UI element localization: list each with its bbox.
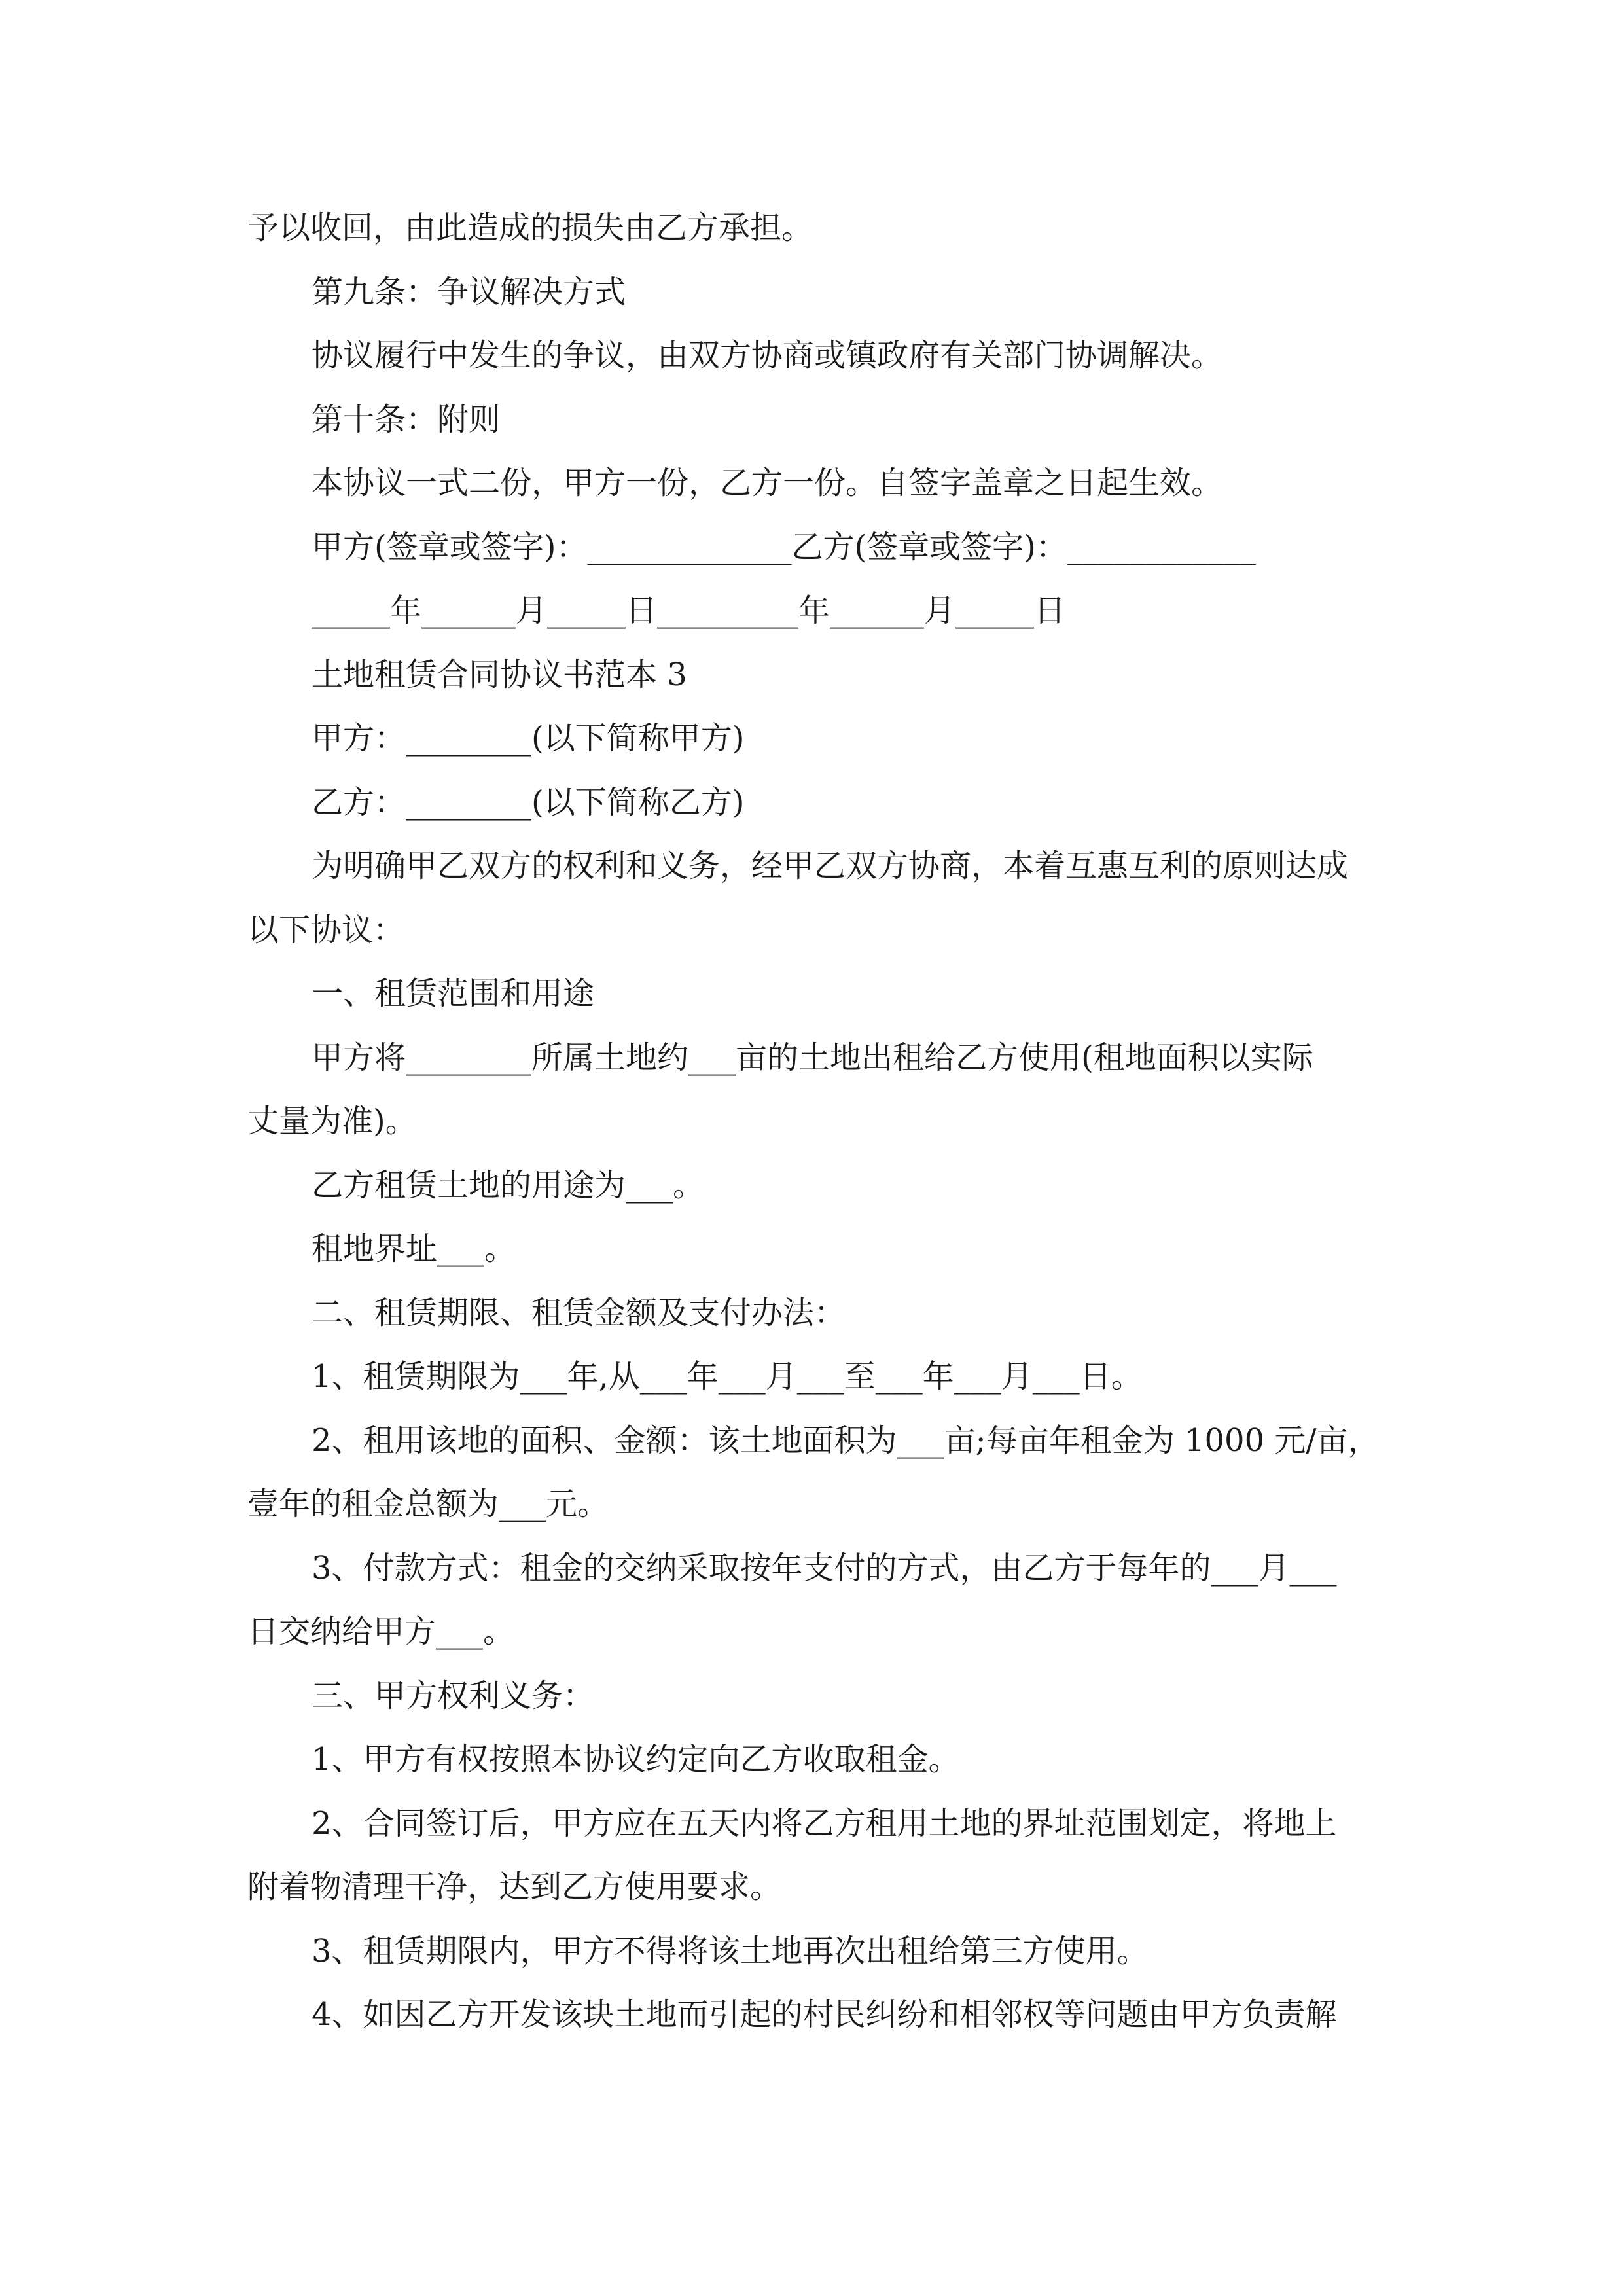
text-line: 日交纳给甲方___。 [247,1613,515,1650]
text-line: 租地界址___。 [312,1230,516,1267]
text-line: 壹年的租金总额为___元。 [247,1486,609,1522]
text-line: 三、甲方权利义务： [312,1677,595,1714]
text-line: 3、付款方式：租金的交纳采取按年支付的方式，由乙方于每年的___月___ [312,1549,1337,1587]
text-line: 甲方(签章或签字)：_____________乙方(签章或签字)：____________ [312,528,1256,565]
text-line: 3、租赁期限内，甲方不得将该土地再次出租给第三方使用。 [312,1932,1149,1969]
text-line: 以下协议： [247,911,405,948]
text-line: 二、租赁期限、租赁金额及支付办法： [312,1294,846,1331]
text-line: 甲方：________(以下简称甲方) [312,720,745,757]
text-line: 4、如因乙方开发该块土地而引起的村民纠纷和相邻权等问题由甲方负责解 [312,1996,1337,2033]
text-line: 一、租赁范围和用途 [312,975,595,1012]
text-line: 附着物清理干净，达到乙方使用要求。 [247,1869,782,1905]
text-line: 土地租赁合同协议书范本 3 [312,656,687,693]
text-line: 2、租用该地的面积、金额：该土地面积为___亩;每亩年租金为 1000 元/亩， [312,1422,1380,1459]
text-line: 乙方：________(以下简称乙方) [312,783,745,821]
text-line: 乙方租赁土地的用途为___。 [312,1166,705,1204]
text-line: 1、租赁期限为___年,从___年___月___至___年___月___日。 [312,1358,1143,1395]
document-body [247,196,1386,2047]
text-line: 丈量为准)。 [247,1103,417,1139]
text-line: 本协议一式二份，甲方一份，乙方一份。自签字盖章之日起生效。 [312,465,1223,501]
text-line: 第十条：附则 [312,401,501,438]
text-line: 予以收回，由此造成的损失由乙方承担。 [247,209,813,246]
text-line: 2、合同签订后，甲方应在五天内将乙方租用土地的界址范围划定，将地上 [312,1804,1337,1842]
text-line: 甲方将________所属土地约___亩的土地出租给乙方使用(租地面积以实际 [312,1039,1313,1076]
text-line: 协议履行中发生的争议，由双方协商或镇政府有关部门协调解决。 [312,337,1223,374]
text-line: _____年______月_____日_________年______月_____日 [312,592,1066,629]
text-line: 第九条：争议解决方式 [312,273,626,310]
text-line: 1、甲方有权按照本协议约定向乙方收取租金。 [312,1741,960,1778]
text-line: 为明确甲乙双方的权利和义务，经甲乙双方协商，本着互惠互利的原则达成 [312,848,1349,884]
